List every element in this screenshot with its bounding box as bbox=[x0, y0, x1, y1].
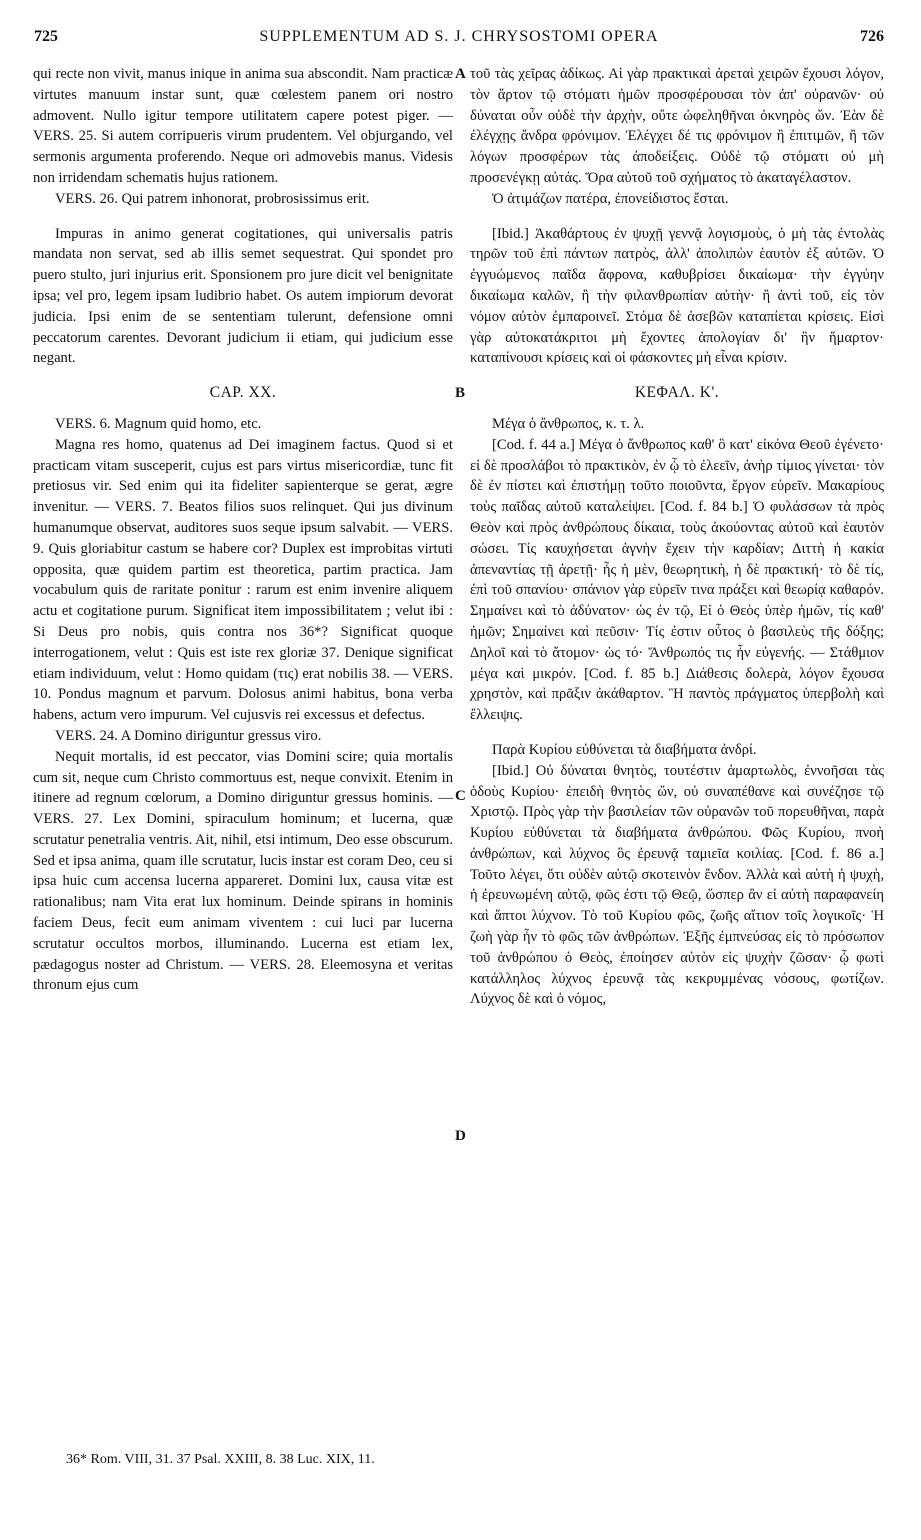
page-number-right: 726 bbox=[860, 28, 884, 45]
greek-paragraph-5: [Cod. f. 44 a.] Μέγα ὁ ἄνθρωπος καθ' ὃ κατ' εἰκόνα Θεοῦ ἐγένετο· εἰ δὲ προσλάβοι τὸ πρακτικὸν, ἐν ᾧ τὸ ἐλεεῖν, ἀνὴρ τίμιος γίνεται· τὸν δὲ ἐν πίστει καὶ ἐπιστήμῃ τοῦτο ποιοῦντα, ἔργον εὑρεῖν. Μακαρίους τοὺς παῖδας αὐτοῦ καταλείψει. [Cod. f. 84 b.] Ὁ φυλάσσων τὰ πρὸς Θεὸν καὶ πρὸς ἀνθρώπους δίκαια, τοὺς ἀκούοντας αὐτοῦ καὶ ἑαυτὸν σώσει. Τίς καυχήσεται ἁγνὴν ἔχειν τὴν καρδίαν; Διττὴ ἡ κακία ἀπεναντίας τῇ ἀρετῇ· ἧς ἡ μὲν, θεωρητικὴ, ἡ δὲ πρακτική· τὸ δὲ τίς, ἐπὶ τοῦ σπανίου· σπάνιον γὰρ εὑρεῖν τινα πράξει καὶ θεωρίᾳ καθαρόν. Σημαίνει καὶ τὸ ἀδύνατον· ὡς ἐν τῷ, Εἰ ὁ Θεὸς ὑπὲρ ἡμῶν, τίς καθ' ἡμῶν; Σημαίνει καὶ πεῦσιν· Τίς ἐστιν οὗτος ὁ βασιλεὺς τῆς δόξης; Δηλοῖ καὶ τὸ ἄτομον· ὡς τό· Ἄνθρωπός τις ἦν εὐγενής. — Στάθμιον μέγα καὶ μικρόν. [Cod. f. 85 b.] Διάθεσις δολερὰ, λόγον ἔχουσα χρηστὸν, καὶ πρᾶξιν ἀκάθαρτον. Ἢ παντὸς πράγματος ὑπερβολὴ καὶ ἔλλειψις. bbox=[470, 436, 884, 724]
latin-column bbox=[33, 64, 453, 996]
greek-column bbox=[470, 64, 884, 1010]
greek-lemma-1: Ὁ ἀτιμάζων πατέρα, ἐπονείδιστος ἔσται. bbox=[492, 190, 729, 207]
margin-letter-b: B bbox=[455, 385, 466, 401]
margin-letter-d: D bbox=[455, 1128, 466, 1144]
latin-paragraph-5: Magna res homo, quatenus ad Dei imaginem factus. Quod si et practicam vitam susceperit, cujus est pars virtus misericordiæ, tunc fit pretiosus vir. Sed enim qui ita fideliter sapienterque se gerat, ægre invenitur. — VERS. 7. Beatos filios suos relinquet. Qui jus divinum humanumque observat, auditores suos seque ipsum salvabit. — VERS. 9. Quis gloriabitur castum se habere cor? Duplex est improbitas virtuti opposita, quæ quidem partim est theoretica, partim practica. Jam vocabulum quis de raritate ponitur : rarum est enim invenire aliquem actu et cogitatione purum. Significat item impossibilitatem ; velut ibi : Si Deus pro nobis, quis contra nos 36*? Significat quoque interrogationem, velut : Quis est iste rex gloriæ 37. Denique significat etiam individuum, velut : Homo quidam (τις) erat nobilis 38. — VERS. 10. Pondus magnum et parvum. Dolosus animi habitus, bona verba habens, actum vero impurum. Vel cujusvis rei excessus et defectus. bbox=[33, 436, 453, 724]
greek-paragraph-1: τοῦ τὰς χεῖρας ἀδίκως. Αἱ γὰρ πρακτικαὶ ἀρεταὶ χειρῶν ἔχουσι λόγον, τὸν ἄρτον τῷ στόματι ἡμῶν προσφέρουσαι τὸν ἀπ' οὐρανῶν· οὐ δύναται οὖν οὐδὲ τὴν ἀρχὴν, οὔτε ὠφεληθῆναι ὀκνηρὸς ὤν. Ἐὰν δὲ ἐλέγχῃς ἄνδρα φρόνιμον. Ἐλέγχει δέ τις φρόνιμον ἢ ἐπιτιμῶν, ἢ τῶν λόγων προσφέρων τὰς ἀποδείξεις. Οὐδὲ τῷ στόματι οὐ μὴ προσενέγκῃ αὐτάς. Ὅρα αὐτοῦ τοῦ σχήματος τὸ ἀκαταγέλαστον. bbox=[470, 66, 884, 186]
latin-paragraph-1: qui recte non vivit, manus inique in anima sua abscondit. Nam practicæ virtutes manuum instar sunt, quæ cœlestem panem ori nostro admovent. Nullo igitur tempore utilitatem capere potest piger. — VERS. 25. Si autem corripueris virum prudentem. Vel objurgando, vel sermonis argumenta proferendo. Neque ori admovebis manus. Videsis non irridendam schematis hujus rationem. bbox=[33, 66, 453, 186]
footnotes: 36* Rom. VIII, 31. 37 Psal. XXIII, 8. 38 Luc. XIX, 11. bbox=[66, 1452, 375, 1467]
page-header bbox=[34, 28, 884, 56]
margin-letter-a: A bbox=[455, 66, 466, 82]
greek-paragraph-7: [Ibid.] Οὐ δύναται θνητὸς, τουτέστιν ἁμαρτωλὸς, ἐννοῆσαι τὰς ὁδοὺς Κυρίου· ἐπειδὴ θνητὸς ὤν, οὐ συναπέθανε καὶ συνέζησε τῷ Χριστῷ. Πρὸς γὰρ τὴν βασιλείαν τῶν οὐρανῶν τοῦ πορευθῆναι, παρὰ Κυρίου εὐθύνεται τὰ διαβήματα ἀνθρώπου. Φῶς Κυρίου, πνοὴ ἀνθρώπων, καὶ λύχνος ὃς ἐρευνᾷ ταμιεῖα κοιλίας. [Cod. f. 86 a.] Τοῦτο λέγει, ὅτι οὐδὲν αὐτῷ σκοτεινὸν ἔνδον. Ἀλλὰ καὶ αὐτὴ ἡ ψυχὴ, ἡ ἐρευνωμένη αὐτῷ, φῶς ἐστι τῷ Θεῷ, ὥσπερ ἂν εἰ αὐτὴ παραφανείη καὶ ἅπτοι λύχνον. Τὸ τοῦ Κυρίου φῶς, ζωῆς αἴτιον τοῖς λογικοῖς· Ἡ ζωὴ γὰρ ἦν τὸ φῶς τῶν ἀνθρώπων. Ἐξῆς ἐμπνεύσας εἰς τὸ πρόσωπον τοῦ ἀνθρώπου ὁ Θεὸς, ἐποίησεν αὐτὸν εἰς ψυχὴν ζῶσαν· ᾧ φωτὶ κατάλληλος λύχνος ἐρευνᾷ τὰς κεκρυμμένας νόσους, φωτίζων. Λύχνος δὲ καὶ ὁ νόμος, bbox=[470, 762, 884, 1008]
latin-verse-26: VERS. 26. Qui patrem inhonorat, probrosissimus erit. bbox=[55, 190, 370, 207]
latin-paragraph-3: Impuras in animo generat cogitationes, qui universalis patris mandata non servat, sed ab illis semet sequestrat. Qui spondet pro puero stulto, juri injurius erit. Sponsionem pro jure dicit vel benignitate ipsa; vel pro, legem ipsam ludibrio habet. Os autem impiorum devorat judicia. Ipsi enim de se sententiam tulerunt, defensione omni peccatorum carentes. Devorant judicium ii etiam, qui judicium esse negant. bbox=[33, 225, 453, 367]
greek-paragraph-3: [Ibid.] Ἀκαθάρτους ἐν ψυχῇ γεννᾷ λογισμοὺς, ὁ μὴ τὰς ἐντολὰς τηρῶν τοῦ ἐπὶ πάντων πατρὸς, ἀλλ' ἀπολιπὼν ἑαυτὸν ἐξ αὐτῶν. Ὁ ἐγγυώμενος παῖδα ἄφρονα, καθυβρίσει δικαίωμα· τὴν ἐγγύην δικαίωμα καλῶν, ἢ τὴν φιλανθρωπίαν αὐτὴν· ἢ ἀντὶ τοῦ, εἰς τὸν νόμον αὐτὸν ἐμπαροινεῖ. Στόμα δὲ ἀσεβῶν καταπίεται κρίσεις. Εἰσὶ γὰρ αὐτοκατάκριτοι μὴ ἔχοντες ἀπολογίαν δι' ἣν ἥμαρτον· καταπίνουσι κρίσεις καὶ οἱ φάσκοντες μὴ εἶναι κρίσιν. bbox=[470, 225, 884, 367]
latin-verse-6: VERS. 6. Magnum quid homo, etc. bbox=[55, 415, 262, 432]
spacer bbox=[470, 210, 884, 224]
margin-letter-c: C bbox=[455, 788, 466, 804]
greek-lemma-3: Παρὰ Κυρίου εὐθύνεται τὰ διαβήματα ἀνδρί. bbox=[492, 741, 757, 758]
latin-paragraph-7: Nequit mortalis, id est peccator, vias Domini scire; quia mortalis cum sit, neque cum Christo commortuus est, neque convixit. Etenim in itinere ad regnum cœlorum, a Domino diriguntur gressus hominis. — VERS. 27. Lex Domini, spiraculum hominum; et lucerna, quæ scrutatur penetralia ventris. Ait, nihil, etsi intimum, Deo esse obscurum. Sed et ipsa anima, quam ille scrutatur, lucis instar est coram Deo, ceu si ipsa huic cum accensa lucerna appareret. Domini lux, causa vitæ est rationalibus; nam Vita erat lux hominum. Deinde spirans in hominis faciem Deus, fecit eum animam viventem : cui luci par lucerna scrutatur occultos morbos, illuminando. Lucerna est etiam lex, pædagogus noster ad Christum. — VERS. 28. Eleemosyna et veritas thronum ejus cum bbox=[33, 748, 453, 994]
greek-lemma-2: Μέγα ὁ ἄνθρωπος, κ. τ. λ. bbox=[492, 415, 645, 432]
spacer bbox=[33, 210, 453, 224]
latin-chapter-heading: CAP. XX. bbox=[209, 384, 277, 402]
greek-chapter-heading: ΚΕΦΑΛ. Κ'. bbox=[634, 384, 720, 402]
page-number-left: 725 bbox=[34, 28, 58, 45]
latin-verse-24: VERS. 24. A Domino diriguntur gressus viro. bbox=[55, 727, 322, 744]
spacer bbox=[470, 726, 884, 740]
running-title: SUPPLEMENTUM AD S. J. CHRYSOSTOMI OPERA bbox=[259, 28, 659, 45]
